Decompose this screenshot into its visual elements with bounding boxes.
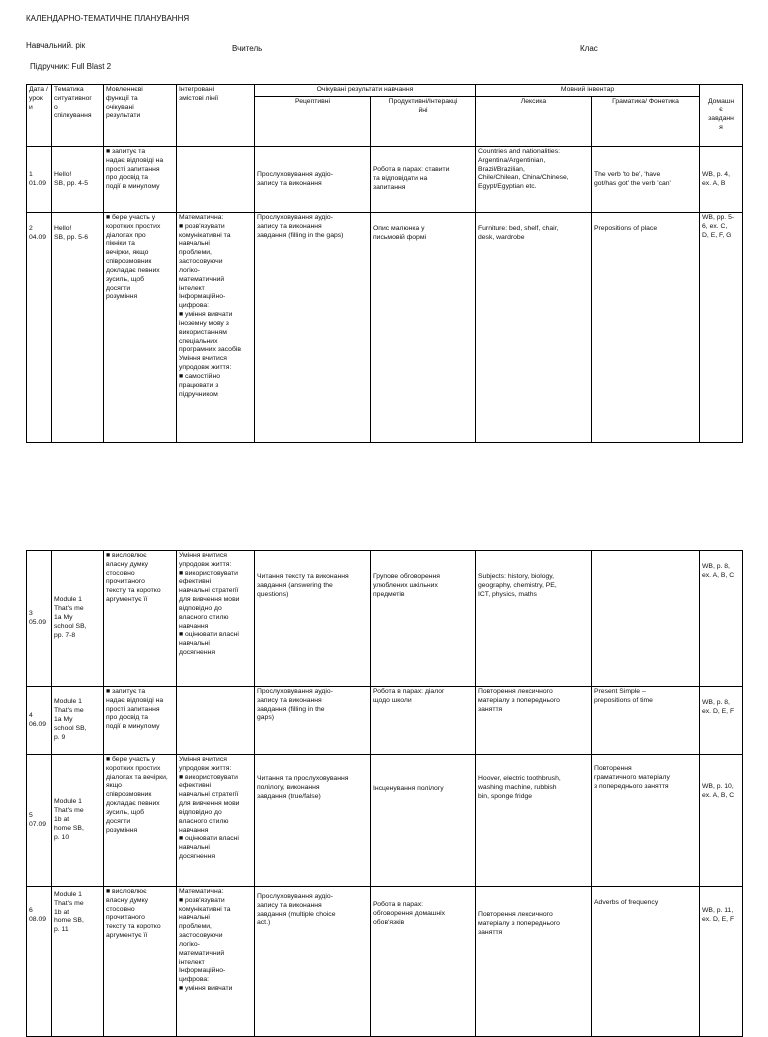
cell-homework: WB, p. 8, ex. D, E, F xyxy=(700,687,743,755)
cell-receptive: Прослуховування аудіо- запису та виконання завдання (multiple choice act.) xyxy=(255,887,371,1037)
col-header-grammar: Граматика/ Фонетика xyxy=(592,97,700,147)
cell-receptive: Прослуховування аудіо- запису та виконання xyxy=(255,147,371,213)
header-row xyxy=(27,85,743,97)
cell-topic: Module 1 That's me 1b at home SB, p. 10 xyxy=(52,755,104,887)
table-row xyxy=(27,887,743,1037)
cell-lexis: Hoover, electric toothbrush, washing machine, rubbish bin, sponge fridge xyxy=(476,755,592,887)
table-row xyxy=(27,147,743,213)
cell-integrated xyxy=(177,687,255,755)
cell-functions: ■ запитує та надає відповіді на прості запитання про досвід та події в минулому xyxy=(104,687,177,755)
cell-homework: WB, p. 10, ex. A, B, C xyxy=(700,755,743,887)
cell-integrated xyxy=(177,147,255,213)
col-header-date: Дата / урок и xyxy=(27,85,52,147)
cell-receptive: Прослуховування аудіо- запису та виконання завдання (filling in the gaps) xyxy=(255,213,371,443)
col-header-lexis: Лексика xyxy=(476,97,592,147)
textbook-label: Підручник: Full Blast 2 xyxy=(30,62,112,71)
table-row xyxy=(27,687,743,755)
cell-topic: Module 1 That's me 1b at home SB, p. 11 xyxy=(52,887,104,1037)
cell-functions: ■ висловлює власну думку стосовно прочитаного тексту та коротко аргументує її xyxy=(104,887,177,1037)
cell-functions: ■ бере участь у коротких простих діалогах та вечірки, якщо співрозмовник докладає певних зусиль, щоб досягти розуміння xyxy=(104,755,177,887)
cell-date: 4 06.09 xyxy=(27,687,52,755)
cell-homework: WB, pp. 5- 6, ex. C, D, E, F, G xyxy=(700,213,743,443)
cell-integrated: Уміння вчитися упродовж життя: ■ використовувати ефективні навчальні стратегії для вивчення мови відповідно до власного стилю навчання ■ оцінювати власні навчальні досягнення xyxy=(177,755,255,887)
page-title: КАЛЕНДАРНО-ТЕМАТИЧНЕ ПЛАНУВАННЯ xyxy=(26,14,190,23)
col-header-homework-top xyxy=(700,85,743,97)
cell-productive: Робота в парах: діалог щодо школи xyxy=(371,687,476,755)
cell-receptive: Прослуховування аудіо- запису та виконання завдання (filling in the gaps) xyxy=(255,687,371,755)
cell-grammar xyxy=(592,551,700,687)
cell-topic: Module 1 That's me 1a My school SB, p. 9 xyxy=(52,687,104,755)
cell-date: 1 01.09 xyxy=(27,147,52,213)
cell-grammar: Повторення граматичного матеріалу з попереднього заняття xyxy=(592,755,700,887)
cell-integrated: Математична: ■ розв'язувати комунікативні та навчальні проблеми, застосовуючи логіко- математичний інтелект Інформаційно- цифрова: ■ уміння вивчати xyxy=(177,887,255,1037)
cell-integrated: Математична: ■ розв'язувати комунікативні та навчальні проблеми, застосовуючи логіко- математичний інтелект Інформаційно- цифрова: ■ уміння вивчати іноземну мову з використанням спеціальних програмних засобів Уміння вчитися упродовж життя: ■ самостійно працювати з підручником xyxy=(177,213,255,443)
col-header-functions: Мовленнєві функції та очікувані результати xyxy=(104,85,177,147)
table-row xyxy=(27,551,743,687)
cell-date: 5 07.09 xyxy=(27,755,52,887)
cell-date: 2 04.09 xyxy=(27,213,52,443)
cell-productive: Робота в парах: обговорення домашніх обов'язків xyxy=(371,887,476,1037)
cell-homework: WB, p. 8, ex. A, B, C xyxy=(700,551,743,687)
col-header-receptive: Рецептивні xyxy=(255,97,371,147)
cell-homework: WB, p. 4, ex. A, B xyxy=(700,147,743,213)
cell-productive: Інсценування полілогу xyxy=(371,755,476,887)
class-label: Клас xyxy=(580,44,598,53)
plan-table-1 xyxy=(26,84,743,443)
academic-year-label: Навчальний. рік xyxy=(26,41,86,50)
cell-lexis: Subjects: history, biology, geography, chemistry, PE, ICT, physics, maths xyxy=(476,551,592,687)
cell-receptive: Читання та прослуховування полілогу, виконання завдання (true/false) xyxy=(255,755,371,887)
cell-functions: ■ бере участь у коротких простих діалогах про пікніки та вечірки, якщо співрозмовник докладає певних зусиль, щоб досягти розуміння xyxy=(104,213,177,443)
cell-functions: ■ висловлює власну думку стосовно прочитаного тексту та коротко аргументує її xyxy=(104,551,177,687)
cell-lexis: Furniture: bed, shelf, chair, desk, wardrobe xyxy=(476,213,592,443)
cell-grammar: Prepositions of place xyxy=(592,213,700,443)
cell-productive: Опис малюнка у письмовій формі xyxy=(371,213,476,443)
cell-grammar: Adverbs of frequency xyxy=(592,887,700,1037)
cell-integrated: Уміння вчитися упродовж життя: ■ використовувати ефективні навчальні стратегії для вивчення мови відповідно до власного стилю навчання ■ оцінювати власні навчальні досягнення xyxy=(177,551,255,687)
cell-topic: Module 1 That's me 1a My school SB, pp. 7-8 xyxy=(52,551,104,687)
cell-topic: Hello! SB, pp. 4-5 xyxy=(52,147,104,213)
col-header-topic: Тематика ситуативног о спілкування xyxy=(52,85,104,147)
teacher-label: Вчитель xyxy=(232,44,263,53)
cell-functions: ■ запитує та надає відповіді на прості запитання про досвід та події в минулому xyxy=(104,147,177,213)
cell-lexis: Повторення лексичного матеріалу з попереднього заняття xyxy=(476,687,592,755)
table-row xyxy=(27,213,743,443)
plan-table-2 xyxy=(26,550,743,1037)
col-header-productive: Продуктивні/Інтеракці йні xyxy=(371,97,476,147)
cell-grammar: Present Simple – prepositions of time xyxy=(592,687,700,755)
col-header-homework: Домашн є завданн я xyxy=(700,97,743,147)
col-header-expected: Очікувані результати навчання xyxy=(255,85,476,97)
cell-topic: Hello! SB, pp. 5-6 xyxy=(52,213,104,443)
cell-productive: Робота в парах: ставити та відповідати на запитання xyxy=(371,147,476,213)
col-header-inventory: Мовний інвентар xyxy=(476,85,700,97)
cell-homework: WB, p. 11, ex. D, E, F xyxy=(700,887,743,1037)
cell-lexis: Countries and nationalities: Argentina/Argentinian, Brazil/Brazilian, Chile/Chilean, China/Chinese, Egypt/Egyptian etc. xyxy=(476,147,592,213)
cell-productive: Групове обговорення улюблених шкільних предметів xyxy=(371,551,476,687)
cell-lexis: Повторення лексичного матеріалу з попереднього заняття xyxy=(476,887,592,1037)
cell-receptive: Читання тексту та виконання завдання (answering the questions) xyxy=(255,551,371,687)
cell-grammar: The verb 'to be', 'have got/has got' the verb 'can' xyxy=(592,147,700,213)
table-row xyxy=(27,755,743,887)
col-header-integrated: Інтегровані змістові лінії xyxy=(177,85,255,147)
cell-date: 6 08.09 xyxy=(27,887,52,1037)
cell-date: 3 05.09 xyxy=(27,551,52,687)
